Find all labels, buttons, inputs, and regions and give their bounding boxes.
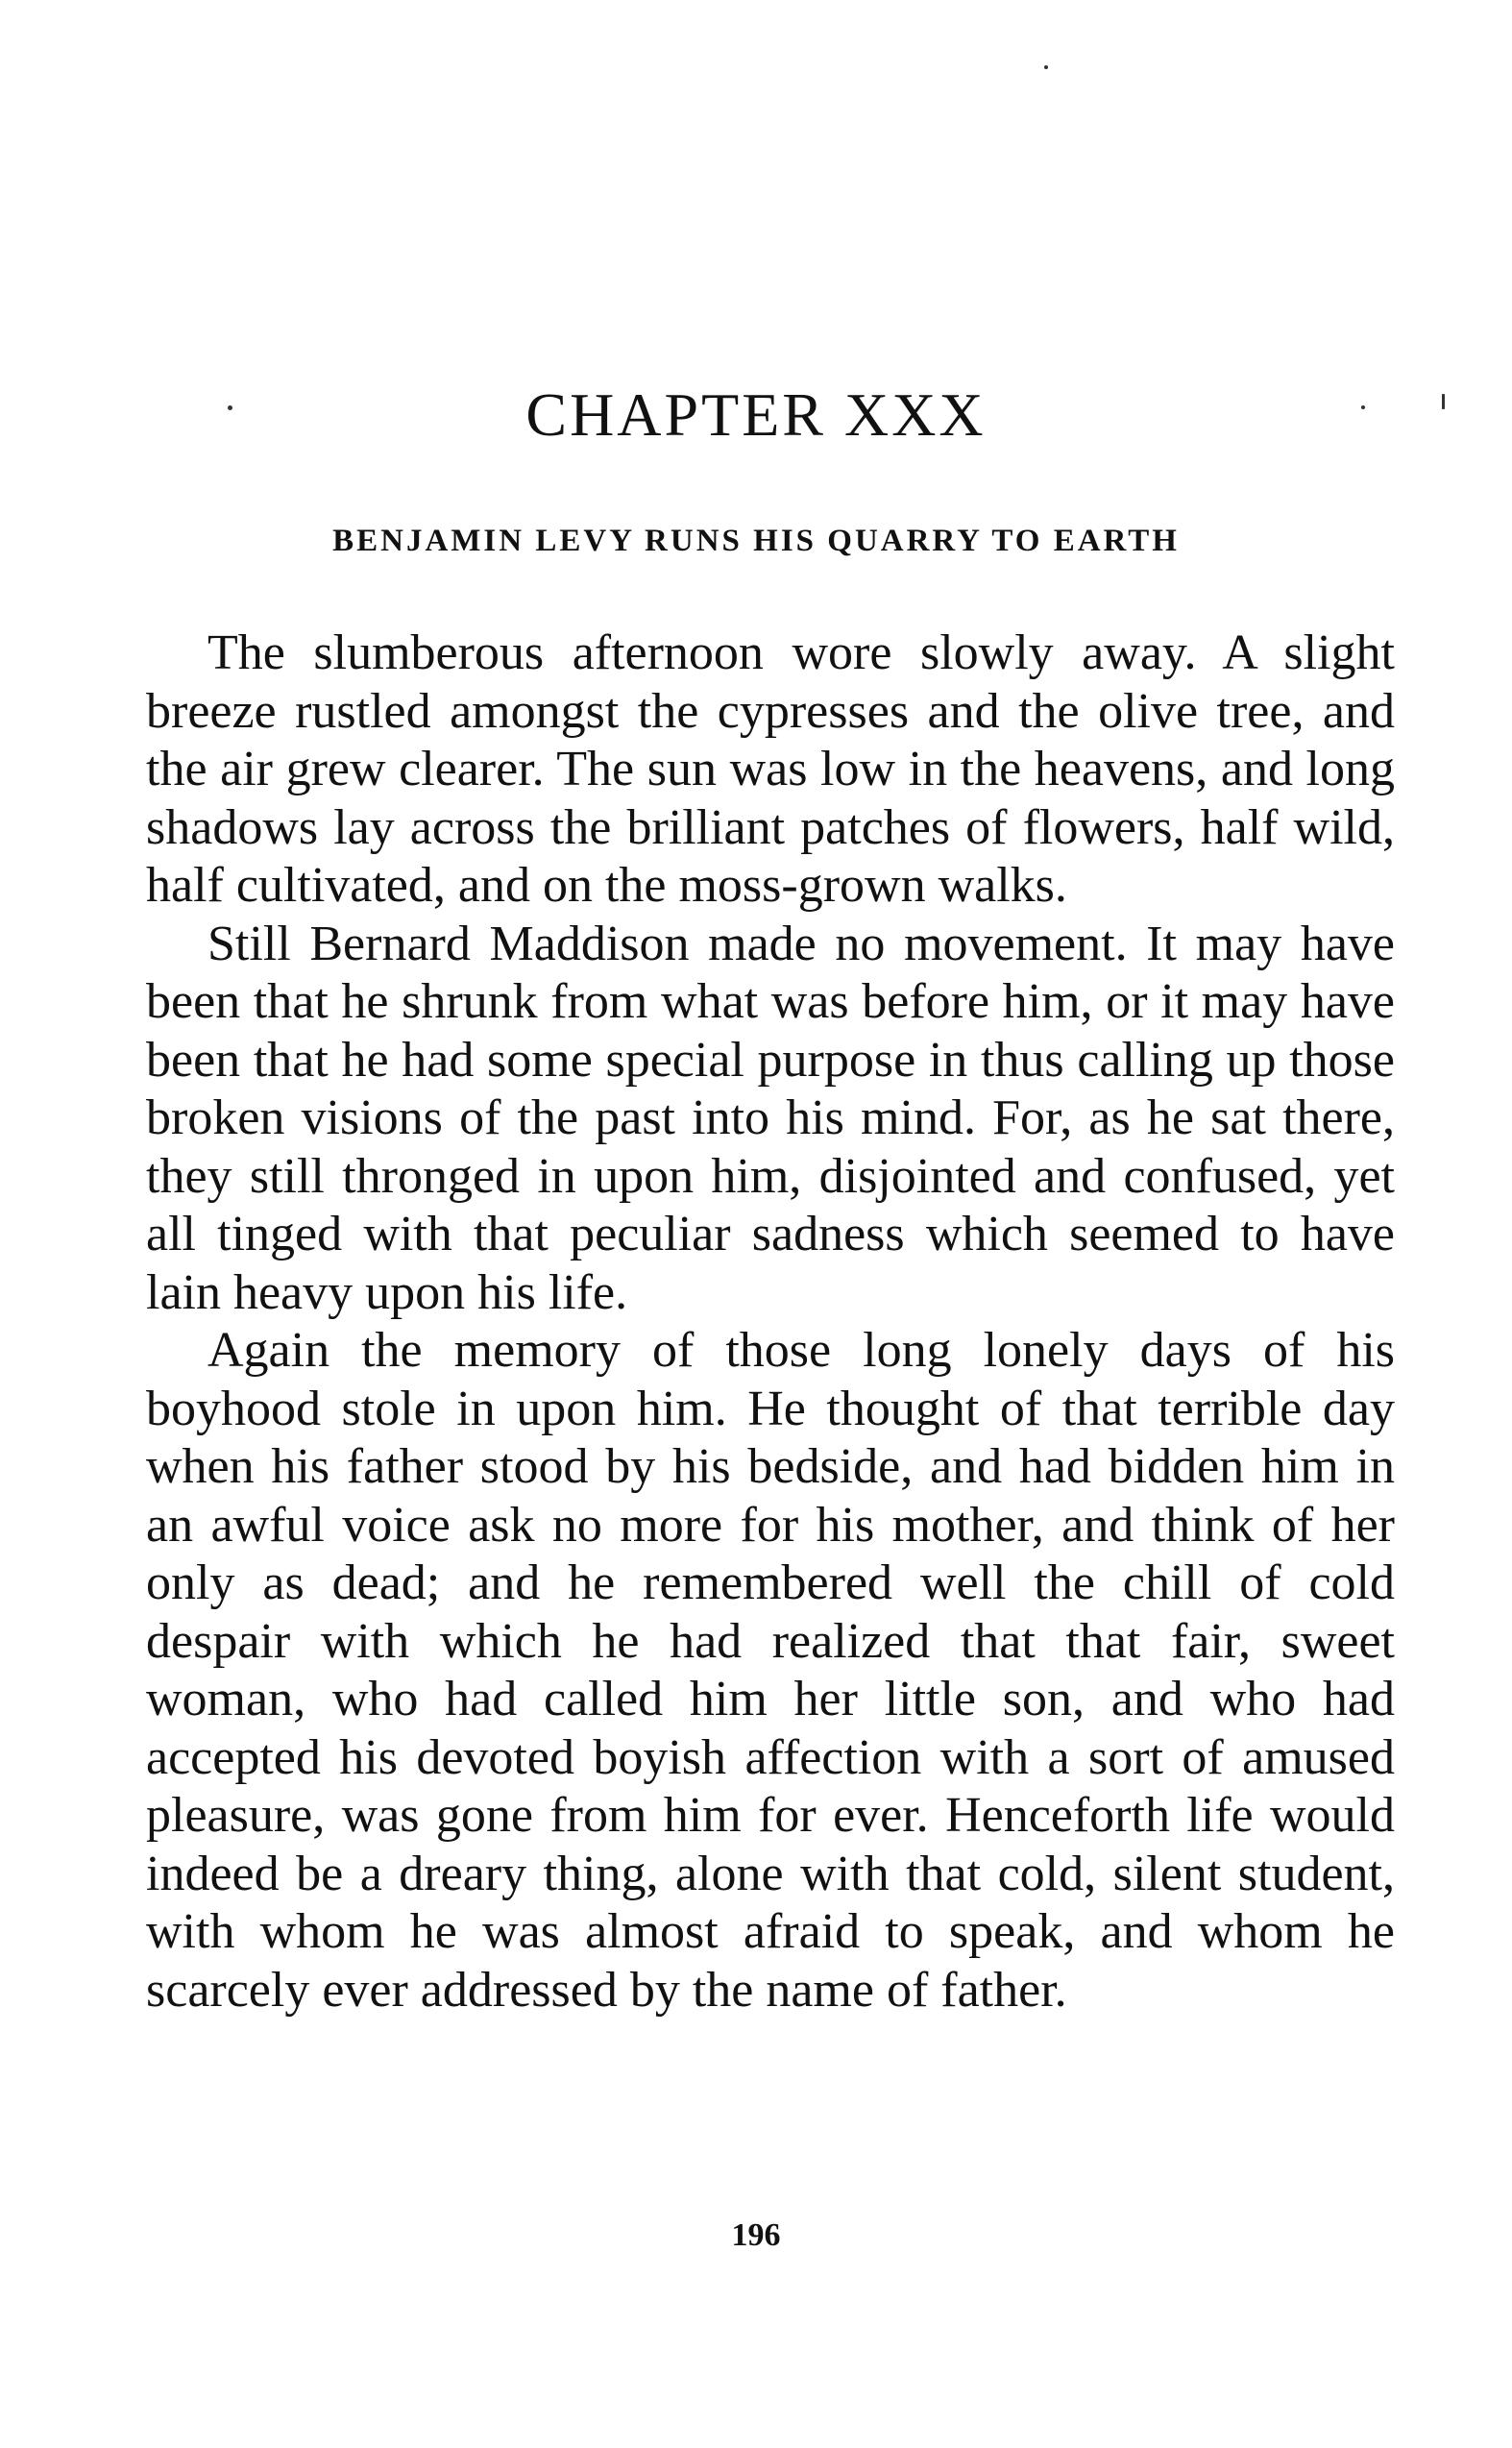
- paragraph: Still Bernard Maddison made no movement. It may have been that he shrunk from what was before him, or it may have been that he had some special purpose in thus calling up those broken visions of the past into his mind. For, as he sat there, they still thronged in upon him, disjointed and confused, yet all tinged with that peculiar sadness which seemed to have lain heavy upon his life.: [146, 916, 1395, 1320]
- page-number: 196: [731, 2217, 781, 2253]
- paragraph: Again the memory of those long lonely days of his boyhood stole in upon him. He thought of that terrible day when his father stood by his bedside, and had bidden him in an awful voice ask no more for his mother, and think of her only as dead; and he remembered well the chill of cold despair with which he had realized that that fair, sweet woman, who had called him her little son, and who had accepted his devoted boyish affection with a sort of amused pleasure, was gone from him for ever. Henceforth life would indeed be a dreary thing, alone with that cold, silent student, with whom he was almost afraid to speak, and whom he scarcely ever addressed by the name of father.: [146, 1323, 1395, 2018]
- chapter-title: CHAPTER XXX: [525, 380, 987, 449]
- body-text: [146, 624, 1395, 2020]
- paragraph: The slumberous afternoon wore slowly away. A slight breeze rustled amongst the cypresses and the olive tree, and the air grew clearer. The sun was low in the heavens, and long shadows lay across the brilliant patches of flowers, half wild, half cultivated, and on the moss-grown walks.: [146, 625, 1395, 913]
- speck-mark: [1044, 65, 1048, 69]
- chapter-subtitle: BENJAMIN LEVY RUNS HIS QUARRY TO EARTH: [332, 524, 1180, 558]
